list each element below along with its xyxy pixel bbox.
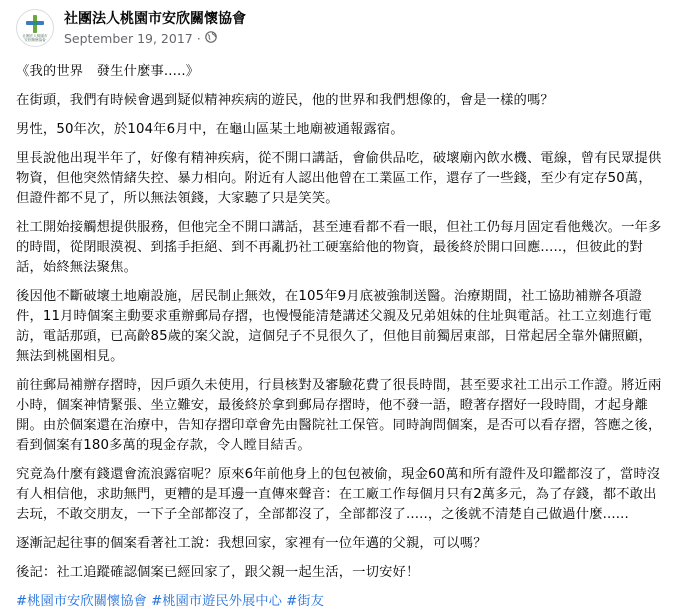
post-body [16, 62, 664, 612]
paragraph-hospital: 後因他不斷破壞土地廟設施，居民制止無效，在105年9月底被強制送醫。治療期間，社工協助補辦各項證件，11月時個案主動要求重辦郵局存摺，也慢慢能清楚講述父親及兄弟姐妹的住址與電話。社工立刻進行電訪，電話那頭，已高齡85歲的案父說，這個兒子不見很久了，但他目前獨居東部，日常起居全靠外傭照顧，無法到桃園相見。 [16, 289, 652, 364]
paragraph-wish: 逐漸記起往事的個案看著社工說：我想回家，家裡有一位年邁的父親，可以嗎？ [16, 536, 487, 551]
paragraph-intro: 在街頭，我們有時候會遇到疑似精神疾病的遊民，他的世界和我們想像的，會是一樣的嗎？ [16, 93, 554, 108]
cross-logo-icon [25, 14, 45, 34]
avatar-caption-line-2: 安欣關懷協會 [24, 38, 46, 42]
globe-icon[interactable] [205, 30, 217, 47]
paragraph-outreach: 社工開始接觸想提供服務，但他完全不開口講話，甚至連看都不看一眼，但社工仍每月固定看他幾次。一年多的時間，從閉眼漠視、到搖手拒絕、到不再亂扔社工硬塞給他的物資，最後終於開口回應.....，但彼此的對話，始終無法聚焦。 [16, 220, 662, 275]
paragraph-reason: 究竟為什麼有錢還會流浪露宿呢？原來6年前他身上的包包被偷，現金60萬和所有證件及印鑑都沒了，當時沒有人相信他，求助無門，更糟的是耳邊一直傳來聲音：在工廠工作每個月只有2萬多元，為了存錢，都不敢出去玩，不敢交朋友，一下子全部都沒了，全部都沒了，全部都沒了.....，之後就不清楚自己做過什麼...... [16, 467, 661, 522]
separator-dot: · [196, 30, 201, 46]
page-name-link[interactable]: 社團法人桃園市安欣關懷協會 [64, 10, 246, 27]
paragraph-post-office: 前往郵局補辦存摺時，因戶頭久未使用，行員核對及審驗花費了很長時間，甚至要求社工出示工作證。將近兩小時，個案神情緊張、坐立難安，最後終於拿到郵局存摺時，他不發一語，瞪著存摺好一段時間，才起身離開。由於個案還在治療中，告知存摺印章會先由醫院社工保管。同時詢問個案，是否可以看存摺，答應之後，看到個案有180多萬的現金存款，令人瞠目結舌。 [16, 378, 662, 453]
hashtag-outreach-center[interactable]: #桃園市遊民外展中心 [151, 594, 282, 609]
paragraph-background: 里長說他出現半年了，好像有精神疾病，從不開口講話，會偷供品吃，破壞廟內飲水機、電線，曾有民眾提供物資，但他突然情緒失控、暴力相向。附近有人認出他曾在工業區工作，還存了一些錢，至少有定存50萬，但證件都不見了，所以無法領錢，大家聽了只是笑笑。 [16, 151, 662, 206]
hashtag-association[interactable]: #桃園市安欣關懷協會 [16, 594, 147, 609]
post-header [16, 8, 246, 48]
post-meta [64, 10, 246, 47]
post-date-link[interactable]: September 19, 2017 [64, 30, 193, 46]
post-subline [64, 30, 246, 47]
avatar[interactable] [16, 9, 54, 47]
paragraph-case: 男性，50年次，於104年6月中，在龜山區某土地廟被通報露宿。 [16, 122, 404, 137]
hashtag-row [16, 592, 664, 612]
paragraph-postscript: 後記：社工追蹤確認個案已經回家了，跟父親一起生活，一切安好！ [16, 565, 420, 580]
post-title: 《我的世界 發生什麼事.....》 [16, 64, 200, 79]
hashtag-homeless[interactable]: #街友 [286, 594, 324, 609]
avatar-caption-line-1: 社團法人桃園市 [22, 33, 48, 38]
